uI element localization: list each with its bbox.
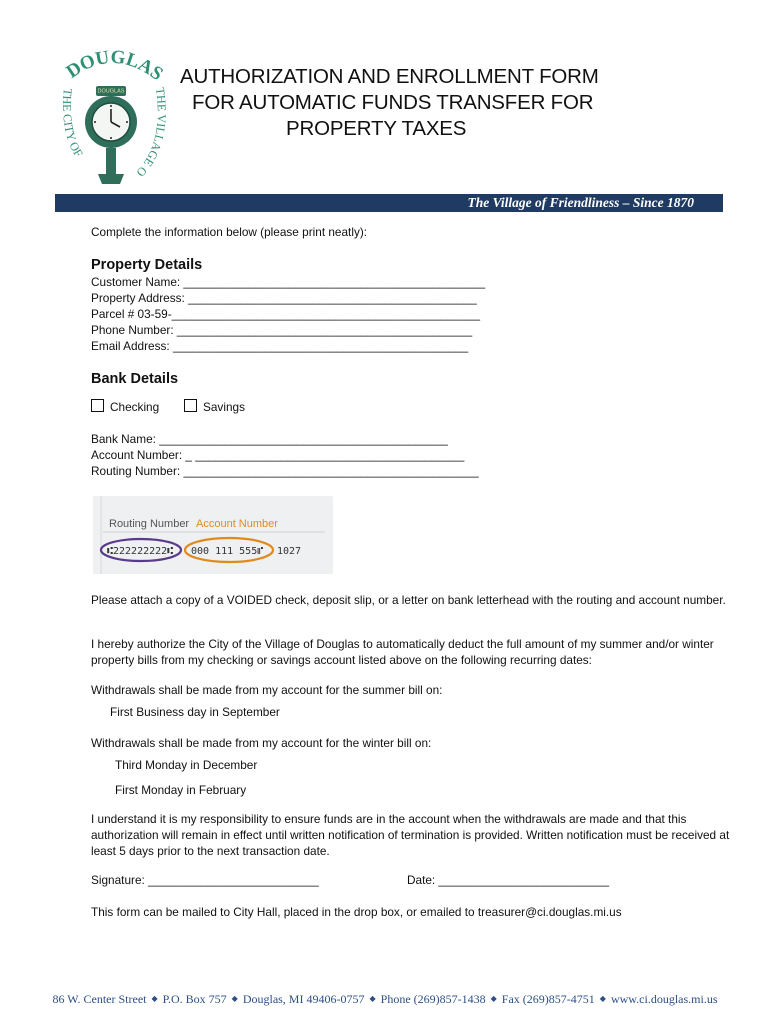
sample-check-image (93, 496, 333, 574)
check-number-digits: 1027 (277, 546, 302, 557)
authorization-text: I hereby authorize the City of the Village of Douglas to automatically deduct the full amount of my summer and/or winter property bills from my checking or savings account listed above on the following recurring dates: (91, 637, 714, 667)
bank-name-field[interactable]: Bank Name: ____________________________________________ (91, 432, 448, 446)
checking-checkbox[interactable] (91, 399, 104, 412)
winter-date-1: Third Monday in December (115, 758, 258, 772)
checking-option[interactable] (91, 399, 159, 415)
footer-diamond-icon: ◆ (599, 994, 606, 1003)
winter-withdrawal-text: Withdrawals shall be made from my account for the winter bill on: (91, 736, 432, 750)
seal-graphic (52, 44, 170, 189)
summer-withdrawal-text: Withdrawals shall be made from my account for the summer bill on: (91, 683, 443, 697)
footer-po-box: P.O. Box 757 (162, 992, 227, 1006)
footer-contact (40, 992, 730, 1007)
parcel-field[interactable]: Parcel # 03-59-_______________________________________________ (91, 307, 481, 321)
intro-text: Complete the information below (please print neatly): (91, 225, 368, 239)
tagline: The Village of Friendliness – Since 1870 (467, 195, 694, 210)
logo-right-text: THE VILLAGE O (133, 86, 169, 180)
savings-option[interactable] (184, 399, 245, 415)
footer-web-link[interactable]: www.ci.douglas.mi.us (610, 992, 718, 1006)
bank-details-heading: Bank Details (91, 371, 179, 387)
logo-left-text: THE CITY OF (59, 87, 86, 160)
date-field[interactable]: Date: __________________________ (407, 873, 610, 887)
summer-date: First Business day in September (110, 705, 280, 719)
check-account-digits: 000 111 555⑈ (191, 546, 264, 557)
footer-phone: Phone (269)857-1438 (380, 992, 486, 1006)
check-routing-label: Routing Number (109, 518, 190, 530)
footer-diamond-icon: ◆ (151, 994, 158, 1003)
check-account-label: Account Number (196, 518, 278, 530)
check-graphic (93, 496, 333, 574)
attach-instructions: Please attach a copy of a VOIDED check, deposit slip, or a letter on bank letterhead with the routing and account number. (91, 593, 726, 607)
clock-icon (85, 86, 137, 184)
property-details-heading: Property Details (91, 257, 203, 273)
footer-fax: Fax (269)857-4751 (501, 992, 595, 1006)
phone-field[interactable]: Phone Number: _____________________________________________ (91, 323, 473, 337)
title-line-1: AUTHORIZATION AND ENROLLMENT FORM (180, 65, 599, 88)
title-line-2: FOR AUTOMATIC FUNDS TRANSFER FOR (192, 91, 594, 114)
checking-label: Checking (110, 400, 160, 414)
check-routing-digits: ⑆222222222⑆ (107, 546, 174, 557)
title-line-3: PROPERTY TAXES (286, 117, 467, 140)
footer-city: Douglas, MI 49406-0757 (242, 992, 365, 1006)
logo-top-text: DOUGLAS (62, 46, 167, 86)
property-address-field[interactable]: Property Address: ____________________________________________ (91, 291, 477, 305)
mailing-instructions: This form can be mailed to City Hall, placed in the drop box, or emailed to treasurer@ci.douglas.mi.us (91, 905, 622, 919)
savings-checkbox[interactable] (184, 399, 197, 412)
form-title (178, 64, 678, 142)
savings-label: Savings (203, 400, 245, 414)
city-seal-logo (52, 44, 170, 189)
footer-diamond-icon: ◆ (490, 994, 497, 1003)
signature-field[interactable]: Signature: __________________________ (91, 873, 319, 887)
account-number-field[interactable]: Account Number: _ _________________________________________ (91, 448, 465, 462)
footer-diamond-icon: ◆ (231, 994, 238, 1003)
routing-number-field[interactable]: Routing Number: _____________________________________________ (91, 464, 479, 478)
winter-date-2: First Monday in February (115, 783, 247, 797)
footer-diamond-icon: ◆ (369, 994, 376, 1003)
email-field[interactable]: Email Address: _____________________________________________ (91, 339, 469, 353)
footer-address: 86 W. Center Street (52, 992, 147, 1006)
clock-label: DOUGLAS (97, 88, 125, 95)
responsibility-text: I understand it is my responsibility to ensure funds are in the account when the withdrawals are made and that this authorization will remain in effect until written notification of termination is provided. Written notification must be received at least 5 days prior to the next transaction date. (91, 812, 730, 858)
customer-name-field[interactable]: Customer Name: ______________________________________________ (91, 275, 486, 289)
